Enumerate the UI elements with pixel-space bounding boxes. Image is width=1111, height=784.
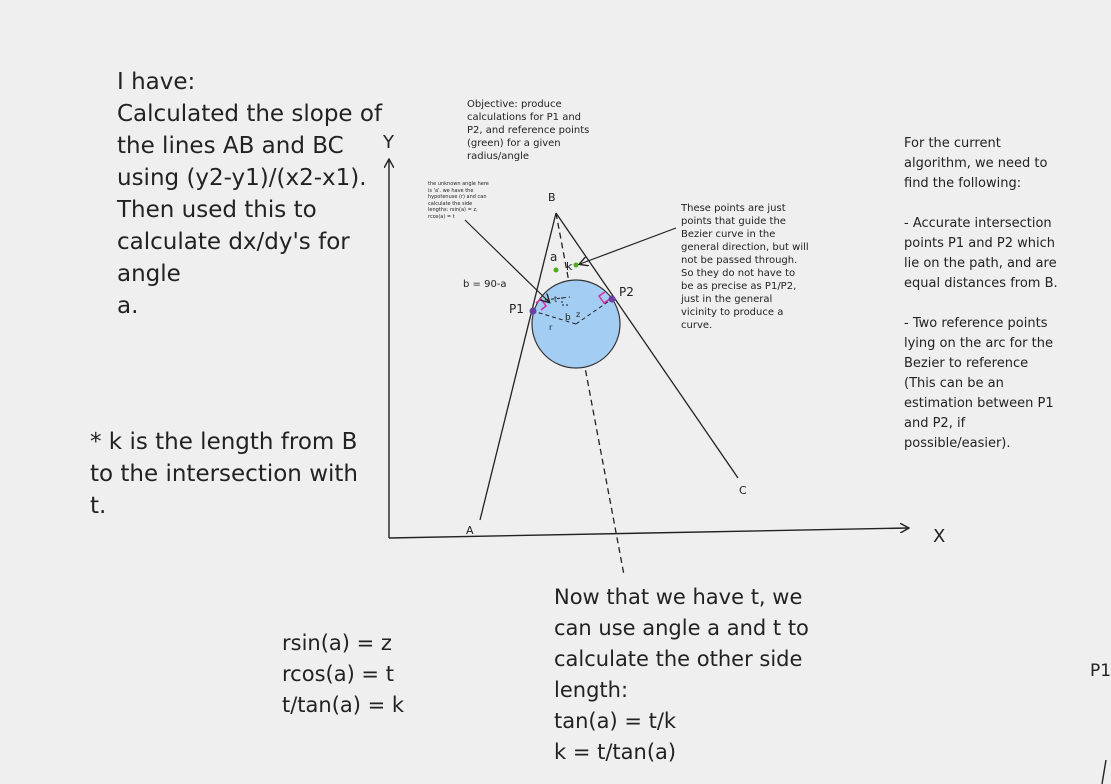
label-point-c: C: [739, 484, 747, 497]
label-p1: P1: [509, 302, 524, 316]
requirements-note: For the current algorithm, we need to find the following: - Accurate intersection points P1 and P2 which lie on the path, and are equal distances from B. - Two reference points lying on the arc for the Bezier to reference (This can be an estimation between P1 and P2, if possible/easier).: [904, 136, 1058, 451]
label-k: k: [566, 260, 573, 273]
label-angle-a: a: [550, 250, 558, 264]
objective-note: Objective: produce calculations for P1 and P2, and reference points (green) for a given radius/angle: [467, 99, 590, 162]
label-point-a: A: [466, 524, 474, 537]
label-point-b: B: [548, 191, 556, 204]
guide-points-pointer: [580, 228, 676, 264]
unknown-angle-note: the unknown angle here is 'a'. we have the hypotenuse (r) and can calculate the side lengths: rsin(a) = z, rcos(a) = t: [428, 181, 489, 220]
edge-fragment-label: P1: [1090, 661, 1111, 681]
reference-point-right: [574, 263, 579, 268]
label-p2: P2: [619, 285, 634, 299]
equations-note: rsin(a) = z rcos(a) = t t/tan(a) = k: [282, 631, 405, 717]
label-t: t: [554, 295, 558, 304]
reference-point-left: [554, 268, 559, 273]
i-have-note: I have: Calculated the slope of the lines AB and BC using (y2-y1)/(x2-x1). Then used this to calculate dx/dy's for angle a.: [117, 69, 383, 319]
y-axis-label: Y: [383, 132, 394, 153]
tangent-point-p2: [609, 296, 616, 303]
label-z: z: [576, 310, 581, 319]
label-b-equation: b = 90-a: [463, 279, 507, 290]
now-that-note: Now that we have t, we can use angle a and t to calculate the other side length: tan(a) = t/k k = t/tan(a): [554, 585, 809, 764]
guide-points-note: These points are just points that guide the Bezier curve in the general direction, but will not be passed through. So they do not have to be as precise as P1/P2, just in the general vicinity to produce a curve.: [681, 203, 809, 331]
k-definition-note: * k is the length from B to the intersection with t.: [90, 429, 358, 519]
line-ab: [480, 213, 556, 520]
label-r: r: [549, 323, 553, 332]
edge-stroke-mark: [1102, 760, 1106, 784]
x-axis-label: X: [933, 526, 946, 547]
tangent-point-p1: [530, 308, 537, 315]
label-b: b: [565, 313, 571, 323]
